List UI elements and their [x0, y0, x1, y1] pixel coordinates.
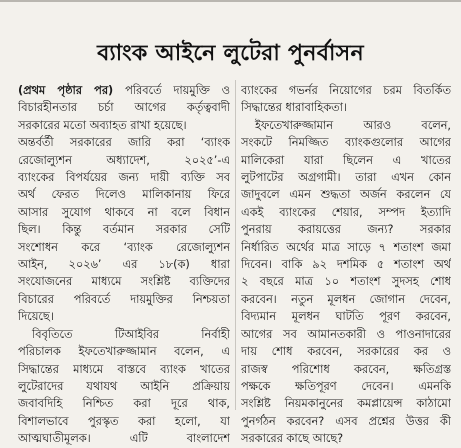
text-line: ব্যাংকের গভর্নর নিয়োগের চরম বিতর্কিত — [241, 84, 451, 97]
text-line: মালিকেরা যারা ছিলেন এ খাতের — [241, 153, 451, 167]
article-headline: ব্যাংক আইনে লুটেরা পুনর্বাসন — [97, 41, 364, 66]
text-line: পুনরায় করায়ত্তের জন্য? সরকার — [241, 223, 451, 237]
column-divider — [235, 80, 236, 410]
text-line: একই ব্যাংকের শেয়ার, সম্পদ ইত্যাদি — [241, 205, 451, 219]
text-line: দিবেন। বাকি ৯২ দশমিক ৫ শতাংশ অর্থ — [241, 258, 451, 272]
text-line: সরকারের কাছে আছে? — [241, 432, 344, 446]
text-line: সংশোধন করে ‘ব্যাংক রেজোল্যুশন — [18, 240, 230, 254]
text-line: রেজোল্যুশন অধ্যাদেশ, ২০২৫’-এ — [18, 153, 230, 167]
text-line: লুটপাটের অগ্রগামী। তারা এখন কোন — [241, 171, 451, 185]
text-run: পরিবর্তে দায়মুক্তি ও — [113, 84, 230, 97]
text-line: ব্যাংকের বিপর্যয়ের জন্য দায়ী ব্যক্তি সব — [18, 171, 230, 185]
text-line — [18, 82, 230, 99]
text-line: বিবৃতিতে টিআইবির নির্বাহী — [32, 327, 230, 341]
text-line: বিচারহীনতার চর্চা আগের কর্তৃত্ববাদী — [18, 101, 230, 115]
text-line: ইফতেখারুজ্জামান আরও বলেন, — [255, 118, 451, 132]
text-line: সিদ্ধান্তের মাধ্যমে বাস্তবে ব্যাংক খাতের — [18, 362, 230, 376]
text-line: বিচারের পরিবর্তে দায়মুক্তির নিশ্চয়তা — [18, 292, 230, 306]
text-line: নির্ধারিত অর্থের মাত্র সাড়ে ৭ শতাংশ জমা — [241, 240, 451, 254]
text-line: অন্তর্বর্তী সরকারের জারি করা ‘ব্যাংক — [18, 136, 230, 150]
text-line: অর্থ ফেরত দিলেও মালিকানায় ফিরে — [18, 188, 230, 202]
text-line: বিদ্যমান মূলধন ঘাটতি পূরণ করবেন, — [241, 310, 451, 324]
text-line: রাজস্ব পরিশোধ করবেন, ক্ষতিগ্রস্ত — [241, 362, 451, 376]
text-line: লুটেরাদের যথাযথ আইনি প্রক্রিয়ায় — [18, 379, 230, 393]
text-line: সরকারের মতো অব্যাহত রাখা হয়েছে। — [18, 118, 187, 132]
text-line: বিশালভাবে পুরস্কৃত করা হলো, যা — [18, 414, 230, 428]
article-column-left — [18, 82, 230, 448]
text-line: সংশ্লিষ্ট নিয়মকানুনের কমপ্লায়েন্স কাঠামো — [241, 397, 451, 411]
continuation-marker: (প্রথম পৃষ্ঠার পর) — [18, 84, 114, 97]
text-line: পুনর্গঠন করবেন? এসব প্রশ্নের উত্তর কী — [241, 414, 451, 428]
text-line: পরিচালক ইফতেখারুজ্জামান বলেন, এ — [18, 345, 230, 359]
article-column-right — [241, 82, 451, 448]
text-line: জাদুবলে এমন শুদ্ধতা অর্জন করলেন যে — [241, 188, 451, 202]
text-line: দায় শোধ করবেন, সরকারের কর ও — [241, 345, 451, 359]
text-line: সংকটে নিমজ্জিত ব্যাংকগুলোর আগের — [241, 136, 451, 150]
text-line: সংযোজনের মাধ্যমে সংশ্লিষ্ট ব্যক্তিদের — [18, 275, 230, 289]
text-line: করবেন। নতুন মূলধন জোগান দেবেন, — [241, 292, 451, 306]
text-line: ২ বছরে মাত্র ১০ শতাংশ সুদসহ শোধ — [241, 275, 451, 289]
text-line: আগের সব আমানতকারী ও পাওনাদারের — [241, 327, 451, 341]
text-line: ছিল। কিন্তু বর্তমান সরকার সেটি — [18, 223, 230, 237]
top-rule — [0, 0, 461, 2]
text-line: আসার সুযোগ থাকবে না বলে বিধান — [18, 205, 230, 219]
text-line: আইন, ২০২৬’ এর ১৮(ক) ধারা — [18, 258, 230, 272]
text-line: সিদ্ধান্তের ধারাবাহিকতা। — [241, 101, 347, 115]
text-line: আত্মঘাতীমূলক। এটি বাংলাদেশ — [18, 432, 230, 446]
text-line: পক্ষকে ক্ষতিপূরণ দেবেন। এমনকি — [241, 379, 451, 393]
text-line: জবাবদিহি নিশ্চিত করা দূরে থাক, — [18, 397, 230, 411]
text-line: দিয়েছে। — [18, 310, 54, 324]
